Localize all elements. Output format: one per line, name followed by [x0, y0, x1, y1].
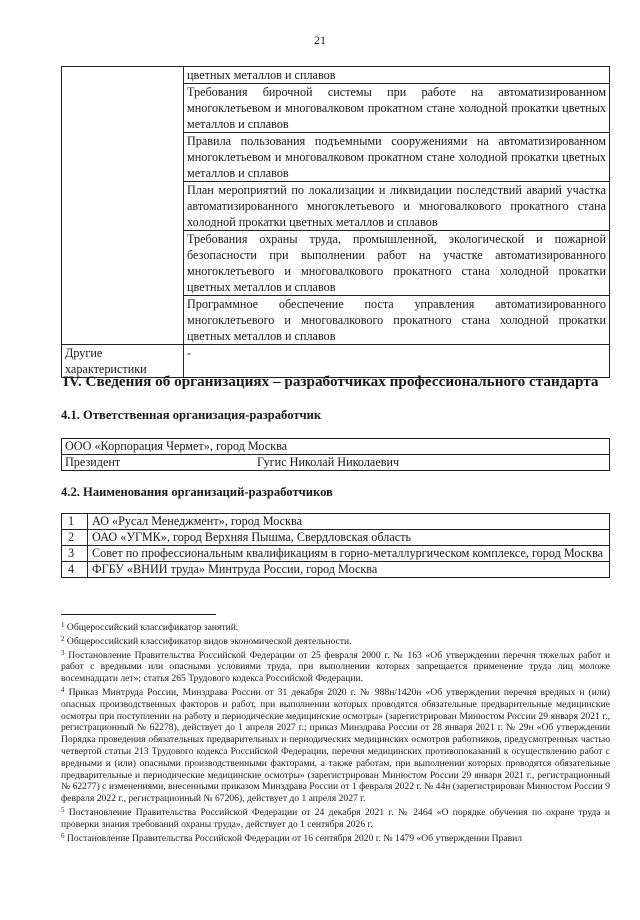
table-row [62, 133, 610, 182]
footnote-text: Постановление Правительства Российской Федерации от 16 сентября 2020 г. № 1479 «Об утверждении Правил [64, 832, 523, 844]
footnote-mark: 5 [61, 805, 65, 814]
table-row [62, 455, 610, 471]
developer-number: 4 [62, 562, 88, 578]
row-label [62, 231, 184, 296]
developer-name: ФГБУ «ВНИИ труда» Минтруда России, город Москва [88, 562, 610, 578]
row-label [62, 182, 184, 231]
developer-number: 3 [62, 546, 88, 562]
row-text: Правила пользования подъемными сооружениями на автоматизированном многоклетьевом и многовалковом прокатном стане холодной прокатки цветных металлов и сплавов [184, 133, 610, 182]
responsible-person: Гугис Николай Николаевич [257, 455, 400, 469]
section-title: IV. Сведения об организациях – разработчиках профессионального стандарта [63, 373, 599, 390]
page-number: 21 [314, 33, 326, 47]
table-row [62, 296, 610, 345]
footnote-mark: 2 [61, 634, 65, 643]
developer-name: ОАО «УГМК», город Верхняя Пышма, Свердловская область [88, 530, 610, 546]
footnote-mark: 1 [61, 621, 65, 629]
row-label [62, 296, 184, 345]
footnote [61, 685, 610, 805]
row-label: Другие характеристики [62, 345, 184, 378]
row-text: цветных металлов и сплавов [184, 67, 610, 84]
row-text: Требования охраны труда, промышленной, экологической и пожарной безопасности при выполнении работ на участке автоматизированного многоклетьевого и многовалкового прокатного стана холодной прокатки цветных металлов и сплавов [184, 231, 610, 296]
footnote-mark: 4 [61, 685, 65, 694]
table-row [62, 514, 610, 530]
footnote-mark: 3 [61, 648, 65, 657]
row-label [62, 84, 184, 133]
row-text: - [184, 345, 610, 378]
footnote [61, 831, 610, 845]
table-row [62, 182, 610, 231]
table-row [62, 67, 610, 84]
requirements-table [61, 66, 610, 378]
footnote [61, 634, 610, 648]
footnote-mark: 6 [61, 831, 65, 840]
developer-number: 1 [62, 514, 88, 530]
table-row [62, 231, 610, 296]
table-row [62, 84, 610, 133]
table-row [62, 562, 610, 578]
developer-name: АО «Русал Менеджмент», город Москва [88, 514, 610, 530]
responsible-org-table [61, 438, 610, 471]
developers-table [61, 513, 610, 578]
footnote [61, 805, 610, 831]
footnote-text: Постановление Правительства Российской Федерации от 25 февраля 2000 г. № 163 «Об утверждении перечня тяжелых работ и работ с вредными или опасными условиями труда, при выполнении которых запрещается применение труда лиц моложе восемнадцати лет»; статья 265 Трудового кодекса Российской Федерации. [61, 649, 610, 685]
row-text: Программное обеспечение поста управления автоматизированного многоклетьевого и многовалкового прокатного стана холодной прокатки цветных металлов и сплавов [184, 296, 610, 345]
row-text: План мероприятий по локализации и ликвидации последствий аварий участка автоматизированного многоклетьевого и многовалкового прокатного стана холодной прокатки цветных металлов и сплавов [184, 182, 610, 231]
footnote-text: Постановление Правительства Российской Федерации от 24 декабря 2021 г. № 2464 «О порядке обучения по охране труда и проверки знания требований охраны труда», действует до 1 сентября 2026 г. [61, 806, 610, 830]
row-text: Требования бирочной системы при работе на автоматизированном многоклетьевом и многовалковом прокатном стане холодной прокатки цветных металлов и сплавов [184, 84, 610, 133]
table-row [62, 439, 610, 455]
subsection-title-developers: 4.2. Наименования организаций-разработчиков [61, 485, 333, 499]
footnotes [61, 620, 610, 844]
footnote-divider [61, 614, 216, 615]
developer-name: Совет по профессиональным квалификациям в горно-металлургическом комплексе, город Москва [88, 546, 610, 562]
footnote-text: Приказ Минтруда России, Минздрава России от 31 декабря 2020 г. № 988н/1420н «Об утверждении перечня вредных и (или) опасных производственных факторов и работ, при выполнении которых проводятся обязательные предварительные медицинские осмотры при поступлении на работу и периодические медицинские осмотры» (зарегистрирован Минюстом России 29 января 2021 г., регистрационный № 62278), действует до 1 апреля 2027 г.; приказ Минздрава России от 28 января 2021 г. № 29н «Об утверждении Порядка проведения обязательных предварительных и периодических медицинских осмотров работников, предусмотренных частью четвертой статьи 213 Трудового кодекса Российской Федерации, перечня медицинских противопоказаний к осуществлению работ с вредными и (или) опасными производственными факторами, а также работам, при выполнении которых проводятся обязательные предварительные и периодические медицинские осмотры» (зарегистрирован Минюстом России 29 января 2021 г., регистрационный № 62277) с изменениями, внесенными приказом Минздрава России от 1 февраля 2022 г. № 44н (зарегистрирован Минюстом России 9 февраля 2022 г., регистрационный № 67206), действует до 1 апреля 2027 г. [61, 686, 610, 805]
footnote [61, 620, 610, 634]
footnote [61, 648, 610, 685]
responsible-org-name: ООО «Корпорация Чермет», город Москва [62, 439, 610, 455]
responsible-person-cell [62, 455, 610, 471]
subsection-title-responsible: 4.1. Ответственная организация-разработчик [61, 408, 322, 422]
responsible-position: Президент [65, 455, 121, 469]
row-label [62, 133, 184, 182]
developer-number: 2 [62, 530, 88, 546]
footnote-text: Общероссийский классификатор видов экономической деятельности. [64, 635, 352, 647]
footnote-text: Общероссийский классификатор занятий. [64, 622, 239, 633]
row-label [62, 67, 184, 84]
table-row [62, 530, 610, 546]
table-row [62, 546, 610, 562]
